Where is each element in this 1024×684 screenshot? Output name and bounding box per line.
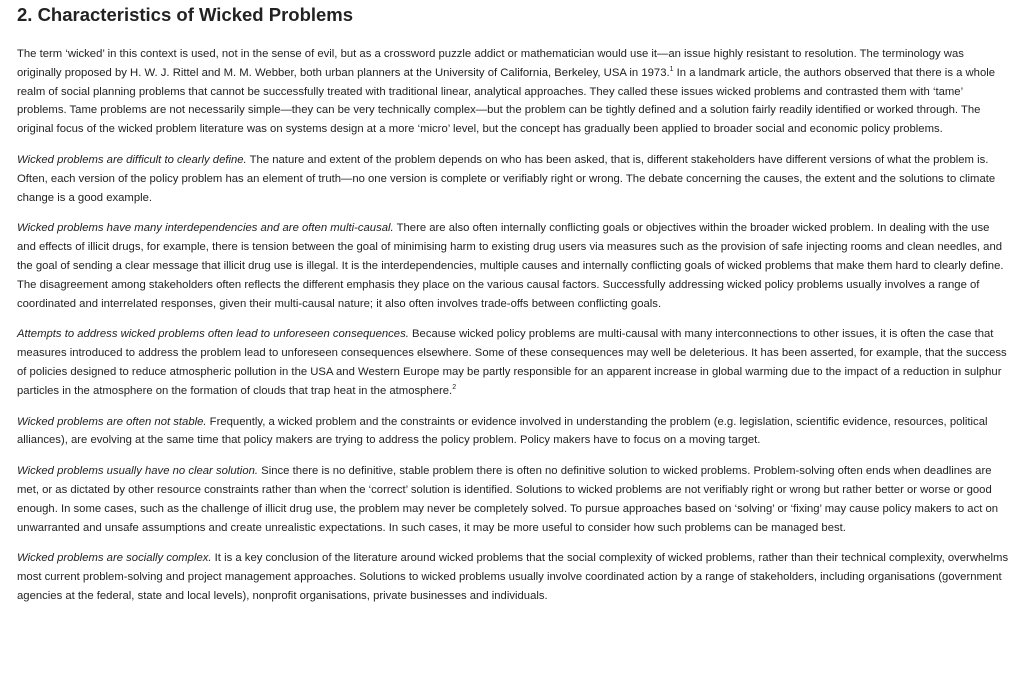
footnote-ref-1[interactable]: 1 [669,66,674,74]
footnote-ref-2[interactable]: 2 [452,383,457,391]
characteristic-paragraph-solution [17,462,1010,537]
characteristic-heading: Wicked problems are often not stable. [17,415,207,428]
characteristic-text: Because wicked policy problems are multi-causal with many interconnections to other issues, it is often the case that measures introduced to address the problem lead to unforeseen consequences elsewhere. Some of these consequences may well be deleterious. It has been asserted, for example, that the success of policies designed to reduce atmospheric pollution in the USA and Western Europe may be partly responsible for an apparent increase in global warming due to the impact of a reduction in sulphur particles in the atmosphere on the formation of clouds that trap heat in the atmosphere. [17,328,1007,397]
characteristic-paragraph-stability [17,413,1010,451]
characteristic-text: Frequently, a wicked problem and the constraints or evidence involved in understanding the problem (e.g. legislation, scientific evidence, resources, political alliances), are evolving at the same time that policy makers are trying to address the policy problem. Policy makers have to focus on a moving target. [17,415,988,447]
characteristic-text: It is a key conclusion of the literature around wicked problems that the social complexity of wicked problems, rather than their technical complexity, overwhelms most current problem-solving and project management approaches. Solutions to wicked problems usually involve coordinated action by a range of stakeholders, including organisations (government agencies at the federal, state and local levels), nonprofit organisations, private businesses and individuals. [17,552,1009,602]
intro-text-continued: In a landmark article, the authors observed that there is a whole realm of social planning problems that cannot be successfully treated with traditional linear, analytical approaches. They called these issues wicked problems and contrasted them with ‘tame’ problems. Tame problems are not necessarily simple—they can be very technically complex—but the problem can be tightly defined and a solution fairly readily identified or worked through. The original focus of the wicked problem literature was on systems design at a more ‘micro’ level, but the concept has gradually been applied to broader social and economic policy problems. [17,66,996,136]
characteristic-heading: Wicked problems are socially complex. [17,552,212,565]
characteristic-paragraph-interdependencies [17,219,1010,313]
intro-text: The term ‘wicked’ in this context is used, not in the sense of evil, but as a crossword puzzle addict or mathematician would use it—an issue highly resistant to resolution. The terminology was originally proposed by H. W. J. Rittel and M. M. Webber, both urban planners at the University of California, Berkeley, USA in 1973. [17,48,964,79]
characteristic-text: Since there is no definitive, stable problem there is often no definitive solution to wicked problems. Problem-solving often ends when deadlines are met, or as dictated by other resource constraints rather than when the ‘correct’ solution is identified. Solutions to wicked problems are not verifiably right or wrong but rather better or worse or good enough. In some cases, such as the challenge of illicit drug use, the problem may never be completely solved. To pursue approaches based on ‘solving’ or ‘fixing’ may cause policy makers to act on unwarranted and unsafe assumptions and create unrealistic expectations. In such cases, it may be more useful to consider how such problems can be managed best. [17,465,999,534]
characteristic-paragraph-define [17,151,1010,207]
characteristic-heading: Wicked problems usually have no clear solution. [17,465,259,478]
characteristic-paragraph-social [17,549,1010,605]
intro-paragraph [17,45,1010,139]
characteristic-paragraph-consequences [17,325,1010,400]
characteristic-heading: Wicked problems are difficult to clearly define. [17,153,247,166]
characteristic-heading: Wicked problems have many interdependencies and are often multi-causal. [17,222,394,235]
characteristic-heading: Attempts to address wicked problems often lead to unforeseen consequences. [17,328,409,341]
characteristic-text: There are also often internally conflicting goals or objectives within the broader wicked problem. In dealing with the use and effects of illicit drugs, for example, there is tension between the goal of minimising harm to existing drug users via measures such as the provision of safe injecting rooms and clean needles, and the goal of sending a clear message that illicit drug use is illegal. It is the interdependencies, multiple causes and internally conflicting goals of wicked problems that make them hard to clearly define. The disagreement among stakeholders often reflects the different emphasis they place on the various causal factors. Successfully addressing wicked policy problems usually involves a range of coordinated and interrelated responses, given their multi-causal nature; it also often involves trade-offs between conflicting goals. [17,222,1004,310]
characteristic-text: The nature and extent of the problem depends on who has been asked, that is, different stakeholders have different versions of what the problem is. Often, each version of the policy problem has an element of truth—no one version is complete or verifiably right or wrong. The debate concerning the causes, the extent and the solutions to climate change is a good example. [17,153,996,204]
section-title: 2. Characteristics of Wicked Problems [17,4,354,25]
